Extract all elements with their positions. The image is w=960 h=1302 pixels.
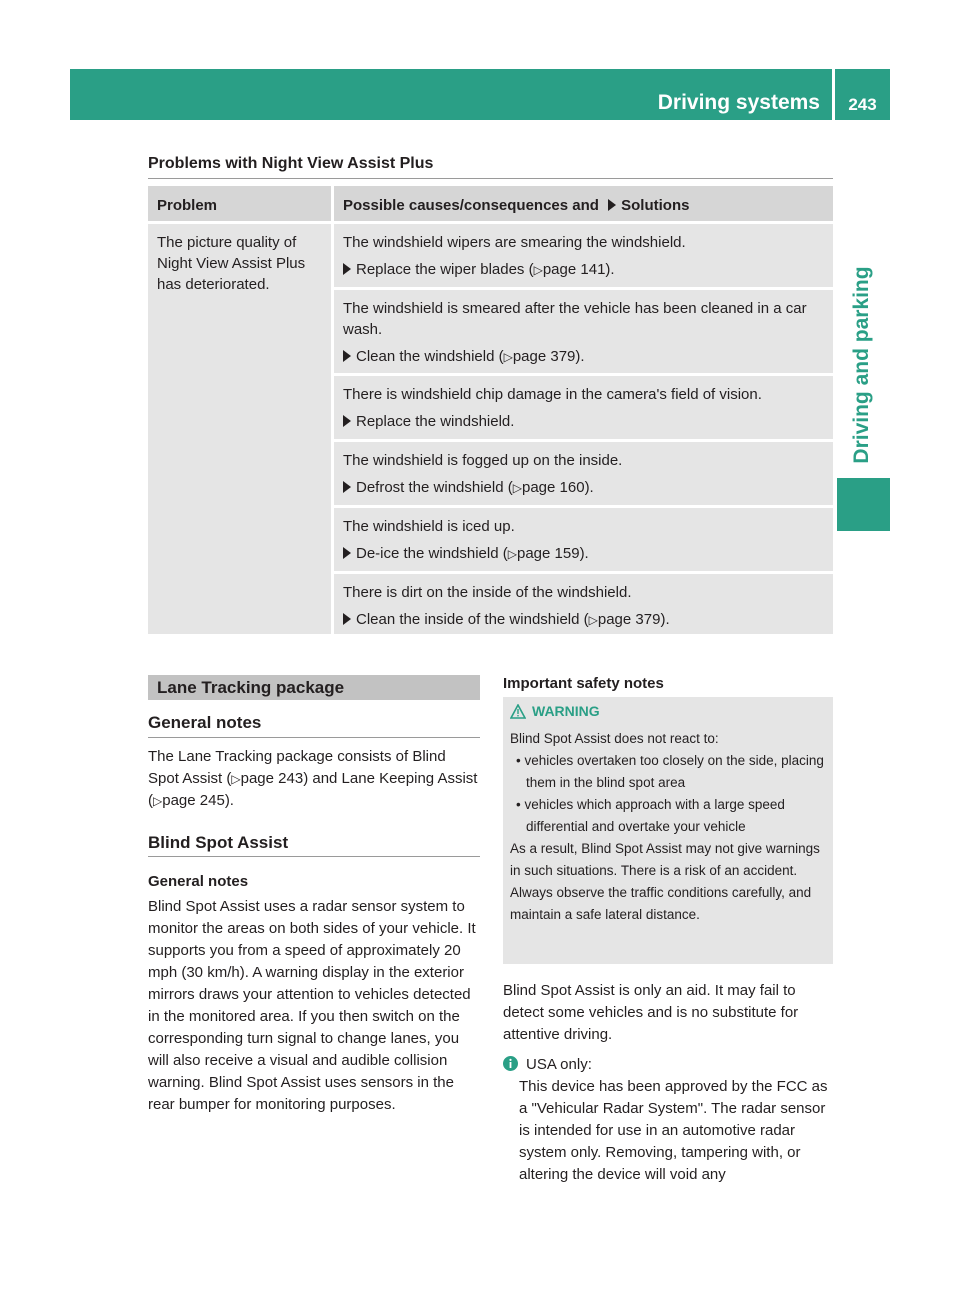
safety-notes-heading: Important safety notes xyxy=(503,675,664,692)
page-ref[interactable]: page 245 xyxy=(162,792,225,809)
info-icon xyxy=(503,1056,518,1071)
warning-intro: Blind Spot Assist does not react to: xyxy=(510,731,719,746)
warning-text xyxy=(510,728,830,926)
chapter-title: Driving systems xyxy=(657,91,820,114)
page-ref-icon: ▷ xyxy=(512,481,522,495)
solution-arrow-icon xyxy=(343,263,351,275)
page-ref-icon: ▷ xyxy=(231,772,241,786)
solution-text: Defrost the windshield (▷page 160). xyxy=(343,477,824,499)
solution-arrow-icon xyxy=(343,415,351,427)
cause-text: The windshield wipers are smearing the windshield. xyxy=(343,234,686,251)
cause-text: There is windshield chip damage in the camera's field of vision. xyxy=(343,386,762,403)
table-row xyxy=(334,442,833,505)
side-tab-label: Driving and parking xyxy=(850,266,873,464)
solution-text: Replace the wiper blades (▷page 141). xyxy=(343,259,824,281)
cause-text: The windshield is iced up. xyxy=(343,518,515,535)
aid-text: Blind Spot Assist is only an aid. It may fail to detect some vehicles and is no substitute for attentive driving. xyxy=(503,982,799,1043)
page-ref[interactable]: page 379 xyxy=(597,611,661,628)
page-ref[interactable]: page 141 xyxy=(542,261,606,278)
column-header-solutions-text: Solutions xyxy=(621,197,690,214)
table-row xyxy=(334,574,833,634)
warning-bullet: • vehicles overtaken too closely on the side, placing them in the blind spot area xyxy=(516,753,824,790)
solution-arrow-icon xyxy=(343,547,351,559)
solution-text: De-ice the windshield (▷page 159). xyxy=(343,543,824,565)
table-row xyxy=(334,290,833,373)
page-ref[interactable]: page 243 xyxy=(240,770,304,787)
table-row xyxy=(334,224,833,287)
solution-arrow-icon xyxy=(608,199,616,211)
warning-bullet: • vehicles which approach with a large speed differential and overtake your vehicle xyxy=(516,797,785,834)
problem-cell: The picture quality of Night View Assist Plus has deteriorated. xyxy=(148,224,331,634)
solution-arrow-icon xyxy=(343,350,351,362)
solution-arrow-icon xyxy=(343,481,351,493)
solution-text: Clean the windshield (▷page 379). xyxy=(343,346,824,368)
page-ref[interactable]: page 160 xyxy=(521,479,585,496)
cause-text: There is dirt on the inside of the windshield. xyxy=(343,584,632,601)
warning-triangle-icon xyxy=(510,704,526,719)
page-ref[interactable]: page 159 xyxy=(516,545,580,562)
general-notes-heading: General notes xyxy=(148,713,262,732)
info-body: This device has been approved by the FCC as a "Vehicular Radar System". The radar sensor is intended for use in an automotive radar system only. Removing, tampering with, or altering the device will void any xyxy=(519,1078,828,1183)
solution-arrow-icon xyxy=(343,613,351,625)
column-header-causes-text: Possible causes/consequences and xyxy=(343,197,599,214)
page-number: 243 xyxy=(848,95,877,114)
page-ref-icon: ▷ xyxy=(533,263,543,277)
general-notes-text: The Lane Tracking package consists of Blind Spot Assist (▷page 243) and Lane Keeping Assist (▷page 245). xyxy=(148,748,478,809)
warning-observe: Always observe the traffic conditions carefully, and maintain a safe lateral distance. xyxy=(510,885,812,922)
problems-table xyxy=(148,186,833,634)
bsa-description: Blind Spot Assist uses a radar sensor system to monitor the areas on both sides of your vehicle. It supports you from a speed of approximately 20 mph (30 km/h). A warning display in the exterior mirrors draws your attention to vehicles detected in the monitored area. If you then switch on the corresponding turn signal to change lanes, you will also receive a visual and audible collision warning. Blind Spot Assist uses sensors in the rear bumper for monitoring purposes. xyxy=(148,898,476,1113)
section-divider xyxy=(148,178,833,179)
cause-text: The windshield is smeared after the vehicle has been cleaned in a car wash. xyxy=(343,300,807,338)
solution-text: Replace the windshield. xyxy=(343,411,824,432)
blind-spot-assist-heading: Blind Spot Assist xyxy=(148,833,289,852)
section-title: Problems with Night View Assist Plus xyxy=(148,155,434,172)
page-ref-icon: ▷ xyxy=(588,613,598,627)
column-header-causes xyxy=(334,186,833,221)
page-ref-icon: ▷ xyxy=(507,547,517,561)
cause-text: The windshield is fogged up on the inside. xyxy=(343,452,623,469)
page-ref[interactable]: page 379 xyxy=(512,348,576,365)
table-row xyxy=(334,508,833,571)
warning-result: As a result, Blind Spot Assist may not give warnings in such situations. There is a risk of an accident. xyxy=(510,841,820,878)
table-row xyxy=(334,376,833,439)
page-ref-icon: ▷ xyxy=(153,794,163,808)
bsa-general-notes-heading: General notes xyxy=(148,873,249,890)
info-header: USA only: xyxy=(503,1054,835,1076)
heading-divider xyxy=(148,856,480,857)
heading-divider xyxy=(148,737,480,738)
warning-header: WARNING xyxy=(510,703,600,719)
info-note xyxy=(503,1054,835,1186)
page-ref-icon: ▷ xyxy=(503,350,513,364)
side-tab-marker xyxy=(837,478,890,531)
solution-text: Clean the inside of the windshield (▷page 379). xyxy=(343,609,824,631)
column-header-problem: Problem xyxy=(148,186,331,221)
lane-tracking-heading: Lane Tracking package xyxy=(157,678,345,697)
